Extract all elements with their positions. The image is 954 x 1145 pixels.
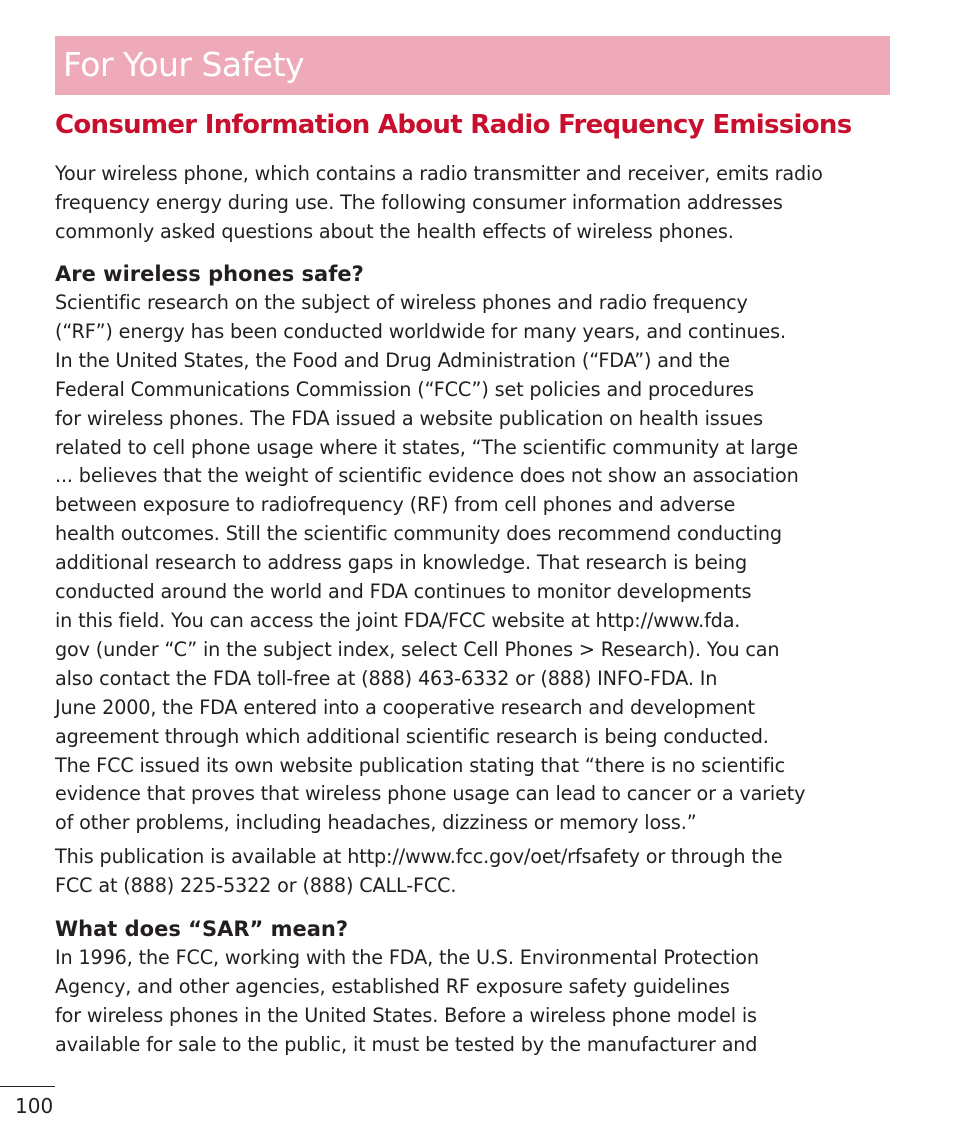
body-line: agreement through which additional scientific research is being conducted.: [55, 724, 769, 748]
body-line: FCC at (888) 225-5322 or (888) CALL-FCC.: [55, 873, 457, 897]
question-heading: What does “SAR” mean?: [55, 917, 349, 941]
body-line: additional research to address gaps in knowledge. That research is being: [55, 551, 747, 575]
title-banner: [55, 36, 890, 95]
body-line: available for sale to the public, it must be tested by the manufacturer and: [55, 1032, 758, 1056]
section-heading: Consumer Information About Radio Frequency Emissions: [55, 110, 852, 140]
body-line: In the United States, the Food and Drug Administration (“FDA”) and the: [55, 348, 730, 372]
body-line: of other problems, including headaches, dizziness or memory loss.”: [55, 811, 697, 835]
body-line: In 1996, the FCC, working with the FDA, the U.S. Environmental Protection: [55, 946, 759, 969]
body-line: Federal Communications Commission (“FCC”) set policies and procedures: [55, 377, 754, 401]
body-line: evidence that proves that wireless phone usage can lead to cancer or a variety: [55, 782, 806, 806]
intro-line: frequency energy during use. The following consumer information addresses: [55, 190, 783, 214]
body-line: related to cell phone usage where it states, “The scientific community at large: [55, 435, 798, 459]
question-heading: Are wireless phones safe?: [55, 262, 364, 286]
body-line: in this field. You can access the joint FDA/FCC website at http://www.fda.: [55, 608, 741, 632]
body-line: Scientific research on the subject of wireless phones and radio frequency: [55, 291, 748, 314]
body-line: conducted around the world and FDA continues to monitor developments: [55, 580, 752, 604]
question-sar-meaning: [55, 914, 895, 1060]
body-line: (“RF”) energy has been conducted worldwide for many years, and continues.: [55, 319, 786, 343]
intro-line: commonly asked questions about the health effects of wireless phones.: [55, 219, 734, 243]
page-number: 100: [15, 1094, 54, 1118]
body-line: The FCC issued its own website publication stating that “there is no scientific: [55, 753, 786, 777]
body-line: gov (under “C” in the subject index, select Cell Phones > Research). You can: [55, 637, 780, 661]
intro-paragraph: [55, 160, 895, 247]
intro-line: Your wireless phone, which contains a radio transmitter and receiver, emits radio: [55, 162, 823, 185]
footer-divider: [0, 1086, 55, 1087]
body-line: also contact the FDA toll-free at (888) 463-6332 or (888) INFO-FDA. In: [55, 666, 718, 690]
body-line: ... believes that the weight of scientific evidence does not show an association: [55, 464, 799, 488]
fcc-publication-paragraph: [55, 843, 895, 901]
body-line: for wireless phones. The FDA issued a website publication on health issues: [55, 406, 763, 430]
page-title: For Your Safety: [63, 45, 305, 84]
body-line: Agency, and other agencies, established RF exposure safety guidelines: [55, 974, 730, 998]
question-wireless-safety: [55, 259, 895, 838]
body-line: between exposure to radiofrequency (RF) from cell phones and adverse: [55, 493, 736, 517]
body-line: health outcomes. Still the scientific community does recommend conducting: [55, 522, 782, 546]
body-line: This publication is available at http://www.fcc.gov/oet/rfsafety or through the: [55, 845, 783, 868]
body-line: for wireless phones in the United States. Before a wireless phone model is: [55, 1003, 757, 1027]
body-line: June 2000, the FDA entered into a cooperative research and development: [55, 695, 755, 719]
